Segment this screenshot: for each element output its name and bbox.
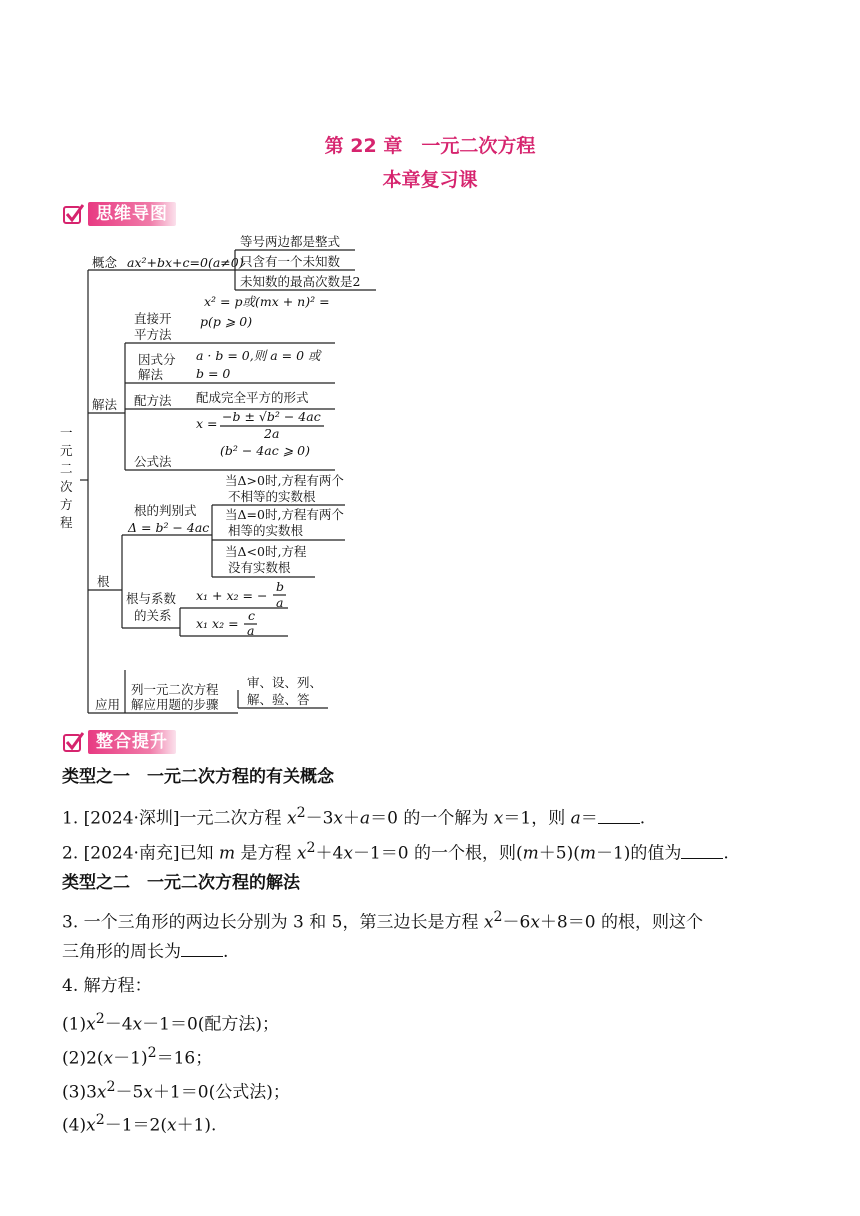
svg-text:当Δ=0时,方程有两个: 当Δ=0时,方程有两个 bbox=[225, 507, 344, 522]
chapter-title: 第 22 章 一元二次方程 bbox=[324, 135, 536, 157]
checkbox-icon bbox=[62, 731, 84, 753]
svg-text:因式分: 因式分 bbox=[138, 352, 176, 367]
problem-1: 1. [2024·深圳]一元二次方程 $x^2-3x+a=0$ 的一个解为 x＝1，则 a＝ . bbox=[62, 805, 646, 829]
svg-text:配方法: 配方法 bbox=[134, 393, 172, 408]
concept-item: 未知数的最高次数是2 bbox=[240, 274, 361, 289]
concept-item: 等号两边都是整式 bbox=[240, 234, 341, 249]
svg-text:直接开: 直接开 bbox=[134, 311, 172, 326]
problem-4-item: $(1)x^2-4x-1=0$(配方法)； bbox=[62, 1011, 280, 1035]
answer-blank[interactable] bbox=[598, 807, 640, 824]
answer-blank[interactable] bbox=[181, 940, 223, 957]
svg-text:x =: x = bbox=[196, 416, 218, 431]
lesson-title: 本章复习课 bbox=[382, 169, 478, 191]
svg-text:x² = p或(mx + n)² =: x² = p或(mx + n)² = bbox=[204, 294, 330, 309]
practice-badge-label: 整合提升 bbox=[88, 730, 176, 754]
svg-text:根的判别式: 根的判别式 bbox=[134, 503, 197, 518]
svg-text:当Δ<0时,方程: 当Δ<0时,方程 bbox=[225, 544, 307, 559]
svg-text:b = 0: b = 0 bbox=[196, 366, 231, 381]
svg-text:a: a bbox=[276, 595, 284, 610]
section-heading: 类型之一 一元二次方程的有关概念 bbox=[62, 767, 334, 787]
svg-text:x₁ x₂ =: x₁ x₂ = bbox=[196, 616, 239, 631]
svg-text:二: 二 bbox=[60, 461, 73, 476]
svg-text:当Δ>0时,方程有两个: 当Δ>0时,方程有两个 bbox=[225, 473, 344, 488]
problem-4-title: 4. 解方程： bbox=[62, 976, 152, 996]
svg-text:Δ = b² − 4ac: Δ = b² − 4ac bbox=[128, 520, 210, 535]
svg-text:−b ± √b² − 4ac: −b ± √b² − 4ac bbox=[222, 409, 321, 424]
svg-text:平方法: 平方法 bbox=[134, 327, 172, 342]
svg-text:解应用题的步骤: 解应用题的步骤 bbox=[131, 697, 219, 712]
svg-text:c: c bbox=[248, 608, 256, 623]
svg-text:b: b bbox=[276, 579, 285, 594]
svg-text:解、验、答: 解、验、答 bbox=[247, 692, 310, 707]
problem-3-cont: 三角形的周长为 . bbox=[62, 942, 229, 962]
svg-text:解法: 解法 bbox=[138, 367, 164, 382]
mindmap-root bbox=[60, 425, 73, 530]
svg-text:x₁ + x₂ = −: x₁ + x₂ = − bbox=[196, 588, 268, 603]
svg-text:一: 一 bbox=[60, 425, 73, 440]
practice-badge bbox=[62, 727, 176, 757]
svg-text:配成完全平方的形式: 配成完全平方的形式 bbox=[196, 390, 309, 405]
apply-label: 应用 bbox=[95, 697, 121, 712]
svg-text:(b² − 4ac ⩾ 0): (b² − 4ac ⩾ 0) bbox=[220, 443, 310, 458]
svg-text:公式法: 公式法 bbox=[134, 454, 172, 469]
svg-text:p(p ⩾ 0): p(p ⩾ 0) bbox=[200, 314, 253, 329]
concept-label: 概念 bbox=[92, 255, 118, 270]
problem-3: 3. 一个三角形的两边长分别为 3 和 5，第三边长是方程 $x^2-6x+8=0$ 的根，则这个 bbox=[62, 909, 703, 933]
svg-text:不相等的实数根: 不相等的实数根 bbox=[228, 489, 316, 504]
svg-text:的关系: 的关系 bbox=[134, 608, 172, 623]
svg-text:元: 元 bbox=[60, 443, 73, 458]
problem-2: 2. [2024·南充]已知 m 是方程 $x^2+4x-1=0$ 的一个根，则(m＋5)(m－1)的值为 . bbox=[62, 840, 729, 864]
svg-text:相等的实数根: 相等的实数根 bbox=[228, 523, 304, 538]
svg-text:a: a bbox=[247, 623, 255, 638]
concept-formula: ax²+bx+c=0(a≠0) bbox=[127, 255, 244, 270]
mindmap-badge-label: 思维导图 bbox=[88, 202, 176, 226]
svg-text:根与系数: 根与系数 bbox=[126, 591, 177, 606]
problem-4-item: $(2)2(x-1)^2=16$； bbox=[62, 1045, 213, 1069]
section-heading: 类型之二 一元二次方程的解法 bbox=[62, 873, 300, 893]
svg-text:审、设、列、: 审、设、列、 bbox=[247, 675, 323, 690]
concept-item: 只含有一个未知数 bbox=[240, 254, 341, 269]
svg-text:程: 程 bbox=[60, 515, 73, 530]
svg-text:2a: 2a bbox=[264, 426, 280, 441]
roots-label: 根 bbox=[97, 574, 110, 589]
svg-text:没有实数根: 没有实数根 bbox=[228, 560, 291, 575]
problem-4-item: $(3)3x^2-5x+1=0$(公式法)； bbox=[62, 1079, 290, 1103]
svg-text:次: 次 bbox=[60, 479, 73, 494]
svg-text:方: 方 bbox=[60, 497, 73, 512]
solve-label: 解法 bbox=[92, 397, 118, 412]
answer-blank[interactable] bbox=[681, 842, 723, 859]
svg-text:列一元二次方程: 列一元二次方程 bbox=[131, 682, 219, 697]
problem-4-item: $(4)x^2-1=2(x+1)$. bbox=[62, 1112, 217, 1136]
svg-text:a · b = 0,则 a = 0 或: a · b = 0,则 a = 0 或 bbox=[196, 348, 321, 363]
